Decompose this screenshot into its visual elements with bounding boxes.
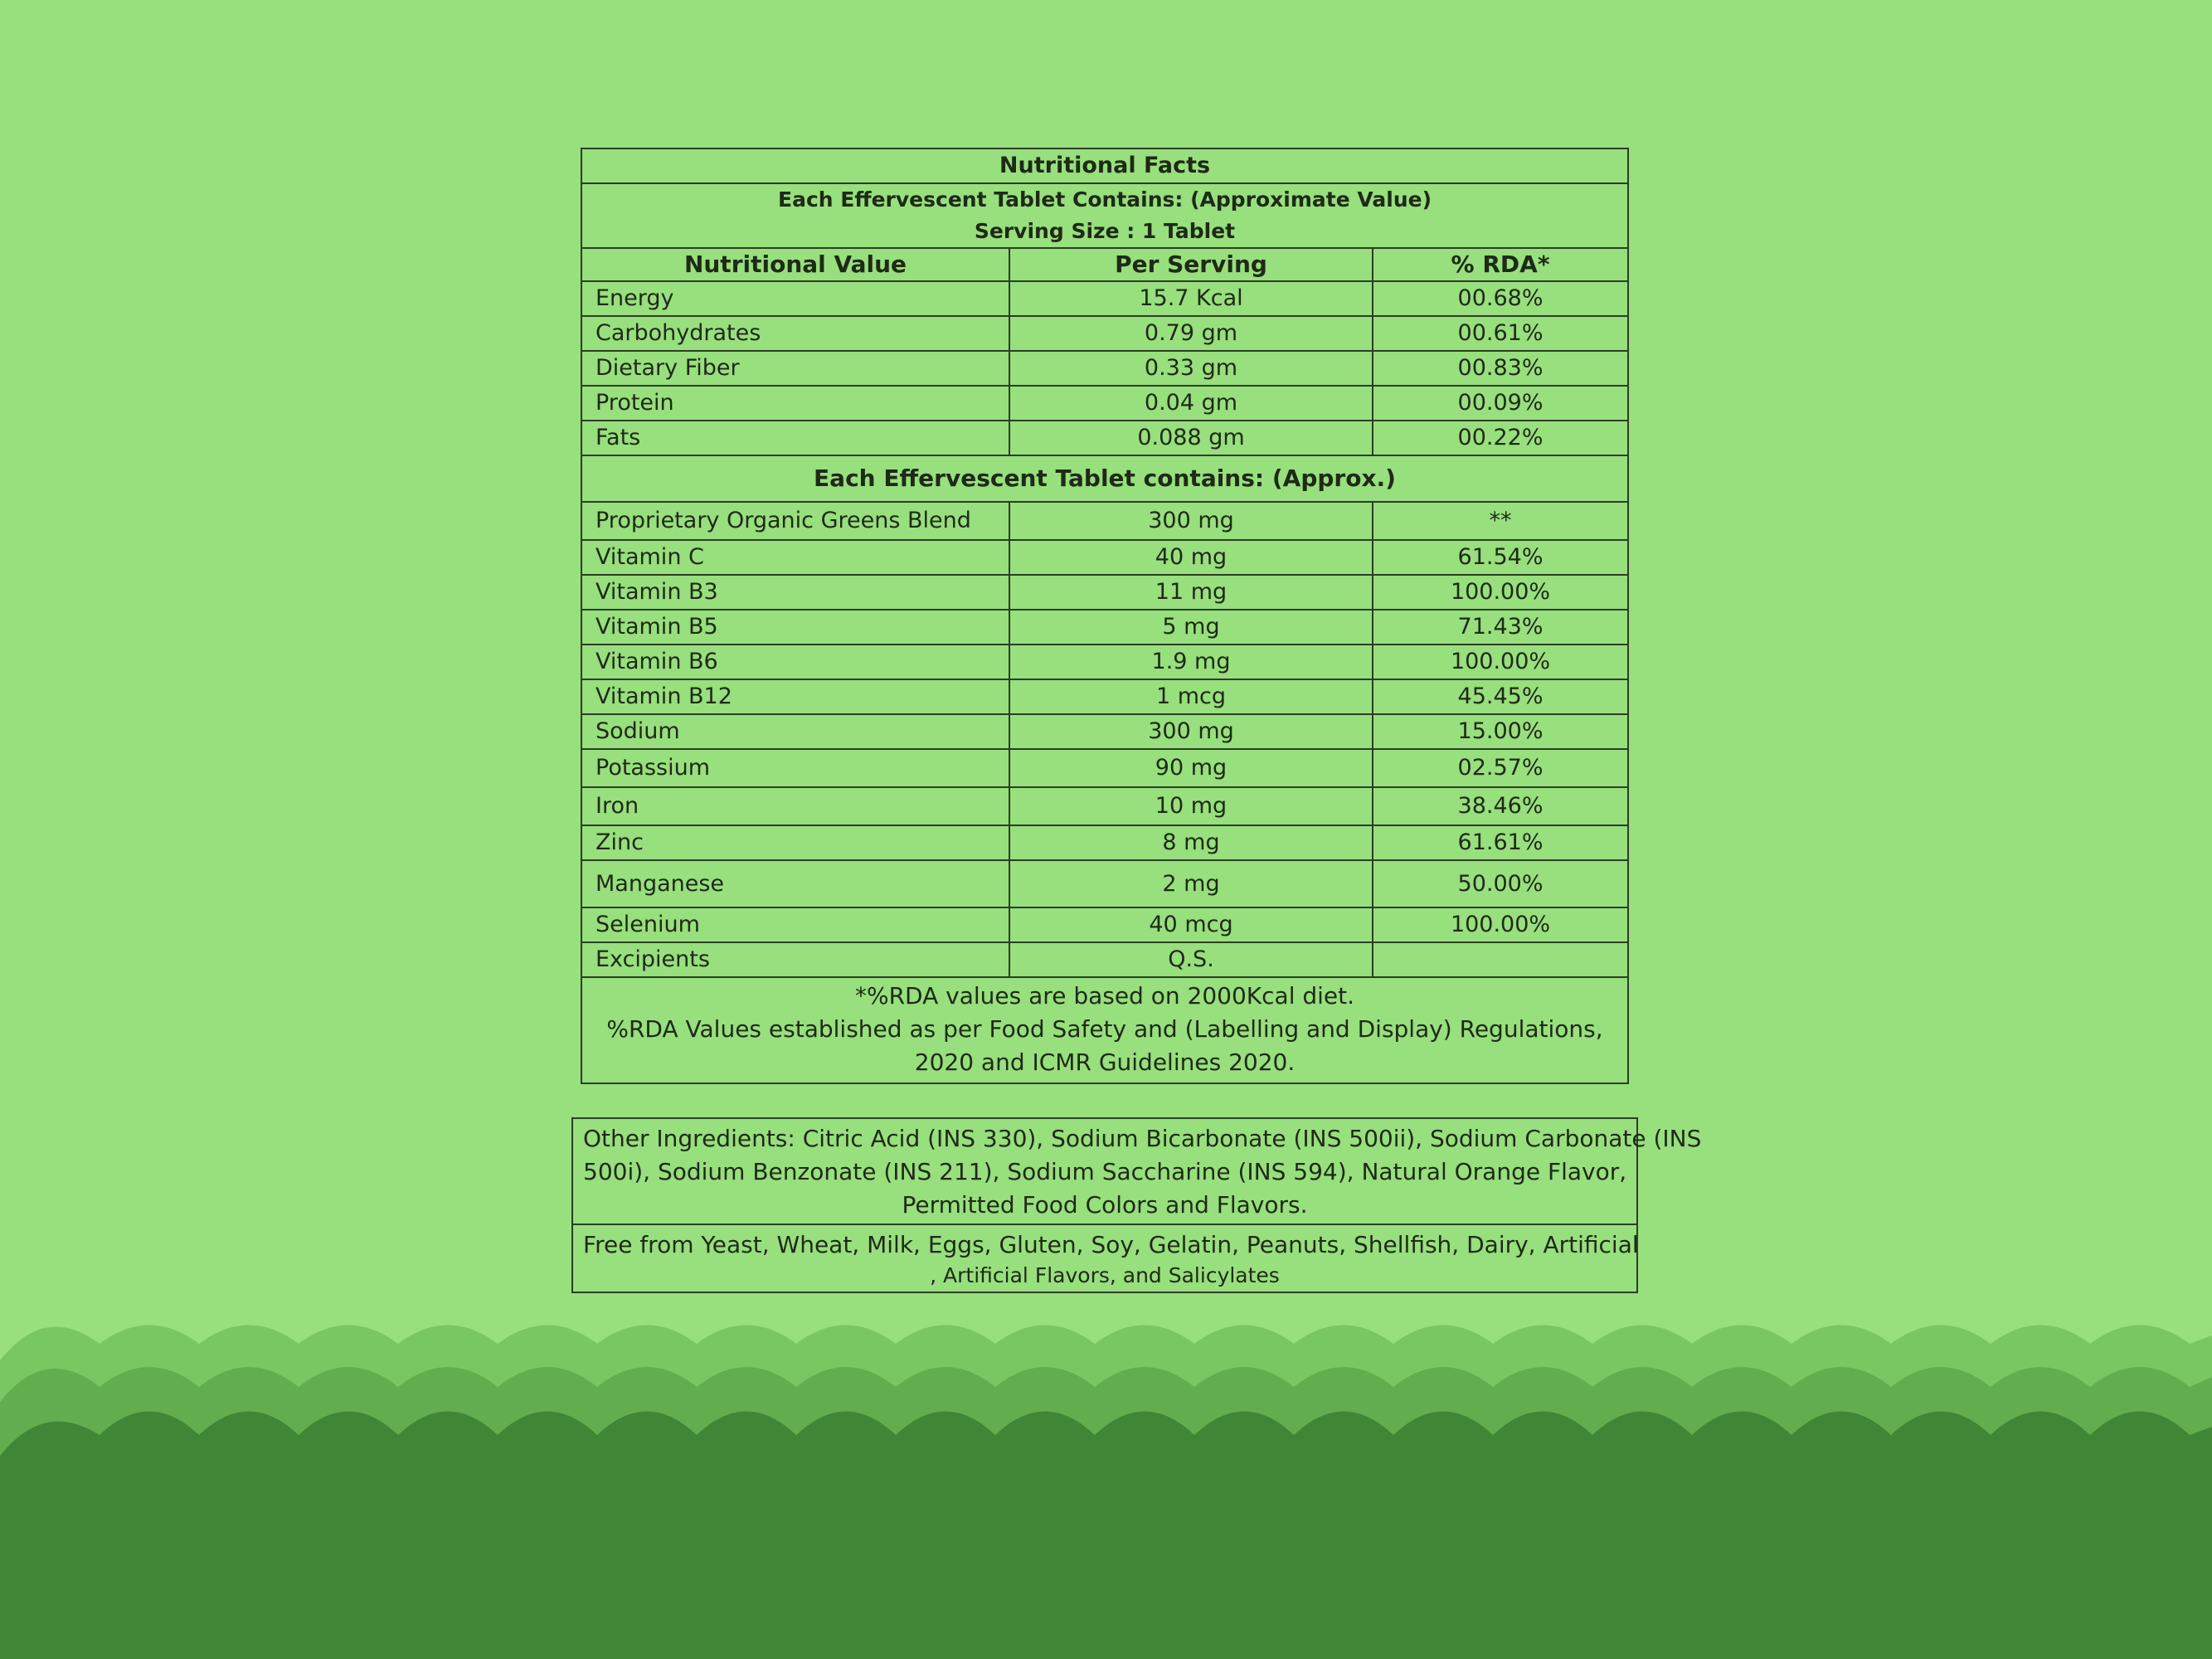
per-serving-value: 0.088 gm <box>1009 421 1373 455</box>
free-from-line: Free from Yeast, Wheat, Milk, Eggs, Gluten, Soy, Gelatin, Peanuts, Shellfish, Dairy, Artificial <box>583 1231 1639 1258</box>
rda-value: 02.57% <box>1373 749 1628 787</box>
nutrient-name: Vitamin C <box>581 540 1009 575</box>
rda-value: 00.68% <box>1373 281 1628 316</box>
wave-decoration <box>0 1311 2212 1659</box>
column-header-rda: % RDA* <box>1373 248 1628 281</box>
rda-value: 00.83% <box>1373 351 1628 386</box>
rda-value: 50.00% <box>1373 860 1628 907</box>
header-row <box>581 248 1628 281</box>
nutrient-name: Protein <box>581 386 1009 421</box>
per-serving-value: 10 mg <box>1009 787 1373 825</box>
rda-value: 100.00% <box>1373 645 1628 679</box>
per-serving-value: 40 mg <box>1009 540 1373 575</box>
rda-value: 61.61% <box>1373 825 1628 860</box>
per-serving-value: 40 mcg <box>1009 907 1373 942</box>
ingredients-box <box>571 1117 1702 1293</box>
rda-value: 00.22% <box>1373 421 1628 455</box>
column-header-per-serving: Per Serving <box>1009 248 1373 281</box>
subtitle-line: Each Effervescent Tablet Contains: (Approximate Value) <box>778 187 1432 212</box>
nutrient-name: Energy <box>581 281 1009 316</box>
column-header-nutrient: Nutritional Value <box>581 248 1009 281</box>
table-row <box>581 540 1628 575</box>
ingredients-line: 500i), Sodium Benzonate (INS 211), Sodium Saccharine (INS 594), Natural Orange Flavor, <box>583 1158 1627 1185</box>
rda-value: 71.43% <box>1373 610 1628 645</box>
table-row <box>581 942 1628 977</box>
table-row <box>581 386 1628 421</box>
footnote-line: 2020 and ICMR Guidelines 2020. <box>914 1048 1296 1076</box>
nutrient-name: Zinc <box>581 825 1009 860</box>
free-from-line: , Artificial Flavors, and Salicylates <box>930 1263 1280 1287</box>
nutrient-name: Vitamin B6 <box>581 645 1009 679</box>
per-serving-value: 15.7 Kcal <box>1009 281 1373 316</box>
table-row <box>581 679 1628 714</box>
wave-dark-band <box>0 1412 2212 1659</box>
rda-value: 45.45% <box>1373 679 1628 714</box>
other-ingredients-row <box>572 1118 1637 1224</box>
per-serving-value: 300 mg <box>1009 502 1373 540</box>
per-serving-value: 300 mg <box>1009 714 1373 749</box>
table-row <box>581 316 1628 351</box>
table-row <box>581 749 1628 787</box>
per-serving-value: 0.04 gm <box>1009 386 1373 421</box>
table-row <box>581 575 1628 610</box>
nutrient-name: Fats <box>581 421 1009 455</box>
table-row <box>581 714 1628 749</box>
rda-value: 38.46% <box>1373 787 1628 825</box>
per-serving-value: 90 mg <box>1009 749 1373 787</box>
ingredients-line: Permitted Food Colors and Flavors. <box>902 1191 1308 1219</box>
per-serving-value: Q.S. <box>1009 942 1373 977</box>
title-row <box>581 148 1628 183</box>
table-row <box>581 825 1628 860</box>
table-row <box>581 421 1628 455</box>
table-row <box>581 281 1628 316</box>
per-serving-value: 2 mg <box>1009 860 1373 907</box>
per-serving-value: 1.9 mg <box>1009 645 1373 679</box>
nutrient-name: Carbohydrates <box>581 316 1009 351</box>
per-serving-value: 11 mg <box>1009 575 1373 610</box>
table-subtitle <box>581 183 1628 248</box>
per-serving-value: 5 mg <box>1009 610 1373 645</box>
per-serving-value: 0.33 gm <box>1009 351 1373 386</box>
footnote-line: %RDA Values established as per Food Safety and (Labelling and Display) Regulations, <box>606 1015 1603 1043</box>
section-row <box>581 455 1628 502</box>
table-row <box>581 351 1628 386</box>
rda-value: ** <box>1373 502 1628 540</box>
nutrient-name: Potassium <box>581 749 1009 787</box>
nutrient-name: Proprietary Organic Greens Blend <box>581 502 1009 540</box>
nutrient-name: Sodium <box>581 714 1009 749</box>
subtitle-row <box>581 183 1628 248</box>
nutrient-name: Vitamin B3 <box>581 575 1009 610</box>
free-from-row <box>572 1224 1637 1292</box>
nutrient-name: Selenium <box>581 907 1009 942</box>
nutrient-name: Manganese <box>581 860 1009 907</box>
ingredients-line: Other Ingredients: Citric Acid (INS 330), Sodium Bicarbonate (INS 500ii), Sodium Carbonate (INS <box>583 1125 1702 1152</box>
rda-value: 15.00% <box>1373 714 1628 749</box>
per-serving-value: 1 mcg <box>1009 679 1373 714</box>
footnote-line: *%RDA values are based on 2000Kcal diet. <box>854 982 1355 1010</box>
rda-footnote <box>581 977 1628 1083</box>
nutrient-name: Dietary Fiber <box>581 351 1009 386</box>
notes-row <box>581 977 1628 1083</box>
table-row <box>581 787 1628 825</box>
rda-value <box>1373 942 1628 977</box>
table-row <box>581 502 1628 540</box>
table-title: Nutritional Facts <box>581 148 1628 183</box>
nutrient-name: Vitamin B5 <box>581 610 1009 645</box>
rda-value: 100.00% <box>1373 575 1628 610</box>
nutrient-name: Vitamin B12 <box>581 679 1009 714</box>
nutrient-name: Excipients <box>581 942 1009 977</box>
rda-value: 00.61% <box>1373 316 1628 351</box>
table-row <box>581 907 1628 942</box>
rda-value: 61.54% <box>1373 540 1628 575</box>
table-row <box>581 860 1628 907</box>
rda-value: 100.00% <box>1373 907 1628 942</box>
table-row <box>581 645 1628 679</box>
serving-size: Serving Size : 1 Tablet <box>974 219 1236 243</box>
table-row <box>581 610 1628 645</box>
nutrient-name: Iron <box>581 787 1009 825</box>
rda-value: 00.09% <box>1373 386 1628 421</box>
other-ingredients <box>572 1118 1702 1224</box>
section-heading: Each Effervescent Tablet contains: (Approx.) <box>581 455 1628 502</box>
per-serving-value: 8 mg <box>1009 825 1373 860</box>
nutrition-facts-table <box>581 148 1629 1084</box>
free-from-statement <box>572 1224 1637 1292</box>
per-serving-value: 0.79 gm <box>1009 316 1373 351</box>
